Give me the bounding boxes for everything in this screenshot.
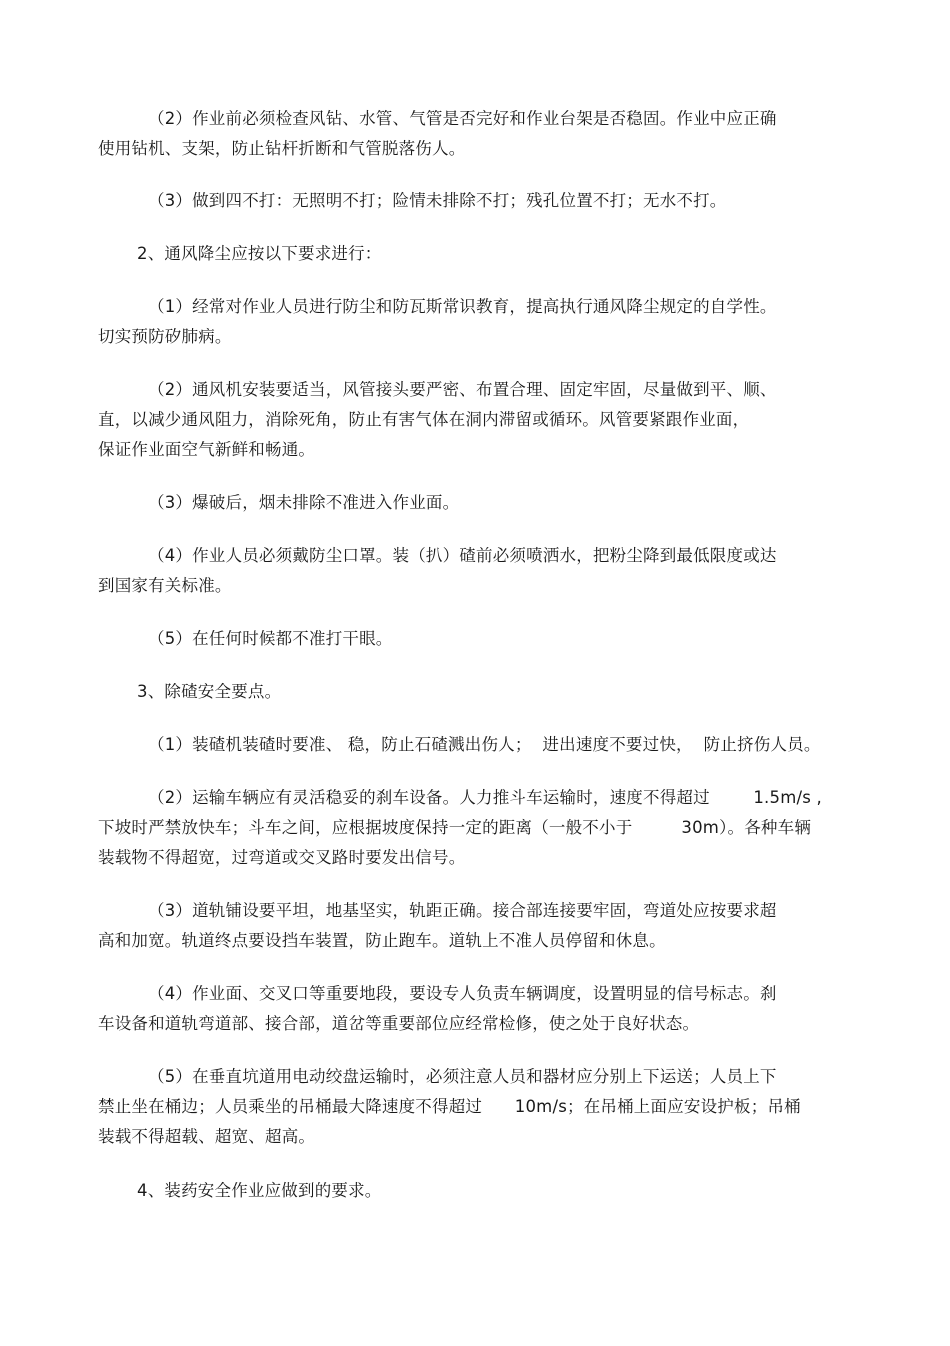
paragraph-line: 下坡时严禁放快车；斗车之间，应根据坡度保持一定的距离（一般不小于 30m）。各种车辆 [98,818,812,837]
paragraph-line: 切实预防矽肺病。 [98,327,232,346]
paragraph-line: （4）作业人员必须戴防尘口罩。装（扒）碴前必须喷洒水，把粉尘降到最低限度或达 [148,546,777,565]
paragraph-line: （2）通风机安装要适当，风管接头要严密、布置合理、固定牢固，尽量做到平、顺、 [148,380,777,399]
paragraph-line: （1）经常对作业人员进行防尘和防瓦斯常识教育，提高执行通风降尘规定的自学性。 [148,297,777,316]
paragraph-line: 到国家有关标准。 [98,576,232,595]
paragraph-line: （5）在垂直坑道用电动绞盘运输时，必须注意人员和器材应分别上下运送；人员上下 [148,1067,777,1086]
paragraph-line: （3）做到四不打：无照明不打；险情未排除不打；残孔位置不打；无水不打。 [148,191,727,210]
paragraph-line: （3）道轨铺设要平坦，地基坚实，轨距正确。接合部连接要牢固，弯道处应按要求超 [148,901,777,920]
paragraph-line: 装载不得超载、超宽、超高。 [98,1127,316,1146]
paragraph-line: （4）作业面、交叉口等重要地段，要设专人负责车辆调度，设置明显的信号标志。刹 [148,984,777,1003]
paragraph-line: （3）爆破后，烟未排除不准进入作业面。 [148,493,460,512]
section-heading: 4、装药安全作业应做到的要求。 [137,1181,382,1200]
paragraph-line: （1）装碴机装碴时要准、 稳，防止石碴溅出伤人； 进出速度不要过快， 防止挤伤人员。 [148,735,821,754]
paragraph-line: 车设备和道轨弯道部、接合部，道岔等重要部位应经常检修，使之处于良好状态。 [98,1014,700,1033]
paragraph-line: 禁止坐在桶边；人员乘坐的吊桶最大降速度不得超过 10m/s；在吊桶上面应安设护板；吊桶 [98,1097,801,1116]
section-heading: 2、通风降尘应按以下要求进行： [137,244,382,263]
paragraph-line: 直，以减少通风阻力，消除死角，防止有害气体在洞内滞留或循环。风管要紧跟作业面， [98,410,750,429]
paragraph-line: 使用钻机、支架，防止钻杆折断和气管脱落伤人。 [98,139,466,158]
paragraph-line: 高和加宽。轨道终点要设挡车装置，防止跑车。道轨上不准人员停留和休息。 [98,931,666,950]
paragraph-line: （5）在任何时候都不准打干眼。 [148,629,393,648]
section-heading: 3、除碴安全要点。 [137,682,282,701]
paragraph-line: （2）作业前必须检查风钻、水管、气管是否完好和作业台架是否稳固。作业中应正确 [148,109,777,128]
paragraph-line: 装载物不得超宽，过弯道或交叉路时要发出信号。 [98,848,466,867]
paragraph-line: 保证作业面空气新鲜和畅通。 [98,440,316,459]
paragraph-line: （2）运输车辆应有灵活稳妥的刹车设备。人力推斗车运输时，速度不得超过 1.5m/s , [148,788,822,807]
